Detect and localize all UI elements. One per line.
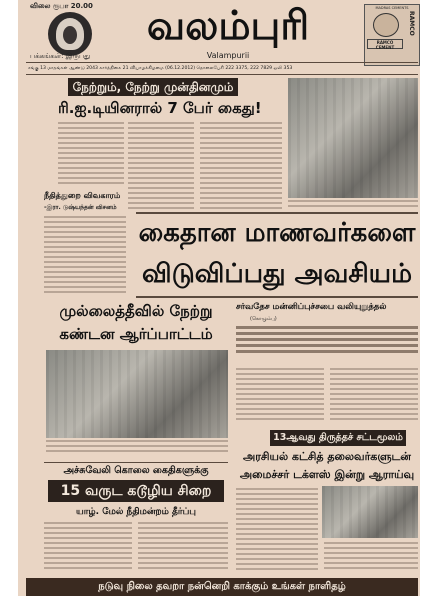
minister-photo: [322, 486, 418, 538]
ramco-ad: [364, 4, 420, 66]
acid-story-rule: [44, 462, 228, 463]
amendment-body-2: [324, 542, 418, 576]
amendment-body-1: [236, 488, 318, 576]
left-photo-caption: [46, 440, 228, 460]
side-story-kicker: நீதித்துறை விவகாரம்: [44, 191, 121, 200]
top-story-kicker: நேற்றும், நேற்று முன்தினமும்: [68, 78, 238, 96]
price-label: விலை ரூபா 20.00: [30, 2, 93, 10]
main-headline-line1: கைதான மாணவர்களை: [138, 218, 416, 248]
ad-brand: RAMCO: [408, 11, 415, 36]
acid-story-body-1: [44, 522, 132, 572]
ad-top-text: MADRAS CEMENTS: [375, 6, 409, 10]
top-story-body-3: [200, 122, 282, 214]
acid-story-body-2: [138, 522, 228, 572]
amendment-line2: அமைச்சர் டக்ளஸ் இன்று ஆராய்வு: [239, 468, 415, 481]
amendment-kicker: 13ஆவது திருத்தச் சட்டமூலம்: [270, 430, 406, 446]
side-story-body: [44, 216, 126, 296]
dateline: சங்கு 13 மாதங்கள் ஆண்டு 2043 கார்த்திகை 21 வியாழக்கிழமை (06.12.2012) தொலைபேசி 222 3375, 222 7829 ஒலி 353: [28, 66, 293, 71]
left-story-line1: முல்லைத்தீவில் நேற்று: [59, 302, 213, 320]
side-story-sub: -இரா. டுஷ்யந்தன் விசனம்: [44, 204, 117, 211]
top-story-body-2: [128, 122, 194, 214]
photo-caption-top: [288, 200, 418, 212]
pages-label: பக்கங்கள்: இருபது: [30, 52, 91, 60]
dateline-rule-bottom: [26, 74, 418, 75]
main-headline-line2: விடுவிப்பது அவசியம்: [141, 259, 413, 289]
acid-story-headline: 15 வருட கடூழிய சிறை: [48, 480, 224, 502]
acid-story-sub: யாழ். மேல் நீதிமன்றம் தீர்ப்பு: [75, 507, 197, 517]
amendment-line1: அரசியல் கட்சித் தலைவர்களுடன்: [243, 450, 411, 463]
right-story-body-1: [236, 368, 324, 426]
protest-photo-left: [46, 350, 228, 438]
main-headline-rule-bottom: [136, 296, 418, 298]
masthead-subtitle: Valampurii: [206, 51, 250, 60]
newspaper-front-page: [18, 0, 420, 596]
masthead-title: வலம்புரி: [146, 4, 310, 48]
ad-product: RAMCO CEMENT: [367, 39, 403, 49]
right-story-lead: [236, 326, 418, 366]
acid-story-kicker: அச்சுவேலி கொலை கைதிகளுக்கு: [63, 465, 209, 476]
footer-banner: நடுவு நிலை தவறா நன்னெறி காக்கும் உங்கள் நாளிதழ்: [26, 578, 418, 596]
top-story-body: [58, 122, 124, 188]
temple-emblem: [48, 12, 92, 56]
right-story-headline: சர்வதேச மன்னிப்புச்சபை வலியுறுத்தல்: [236, 302, 387, 312]
top-story-headline: ரி.ஐ.டியினரால் 7 பேர் கைது!: [58, 99, 262, 117]
left-story-line2: கண்டன ஆர்ப்பாட்டம்: [59, 325, 213, 343]
right-story-byline: (கொழும்பு): [250, 316, 277, 322]
dateline-rule-top: [26, 62, 418, 63]
right-story-body-2: [330, 368, 418, 426]
protest-photo-top: [288, 78, 418, 198]
ad-logo-icon: [373, 13, 399, 37]
